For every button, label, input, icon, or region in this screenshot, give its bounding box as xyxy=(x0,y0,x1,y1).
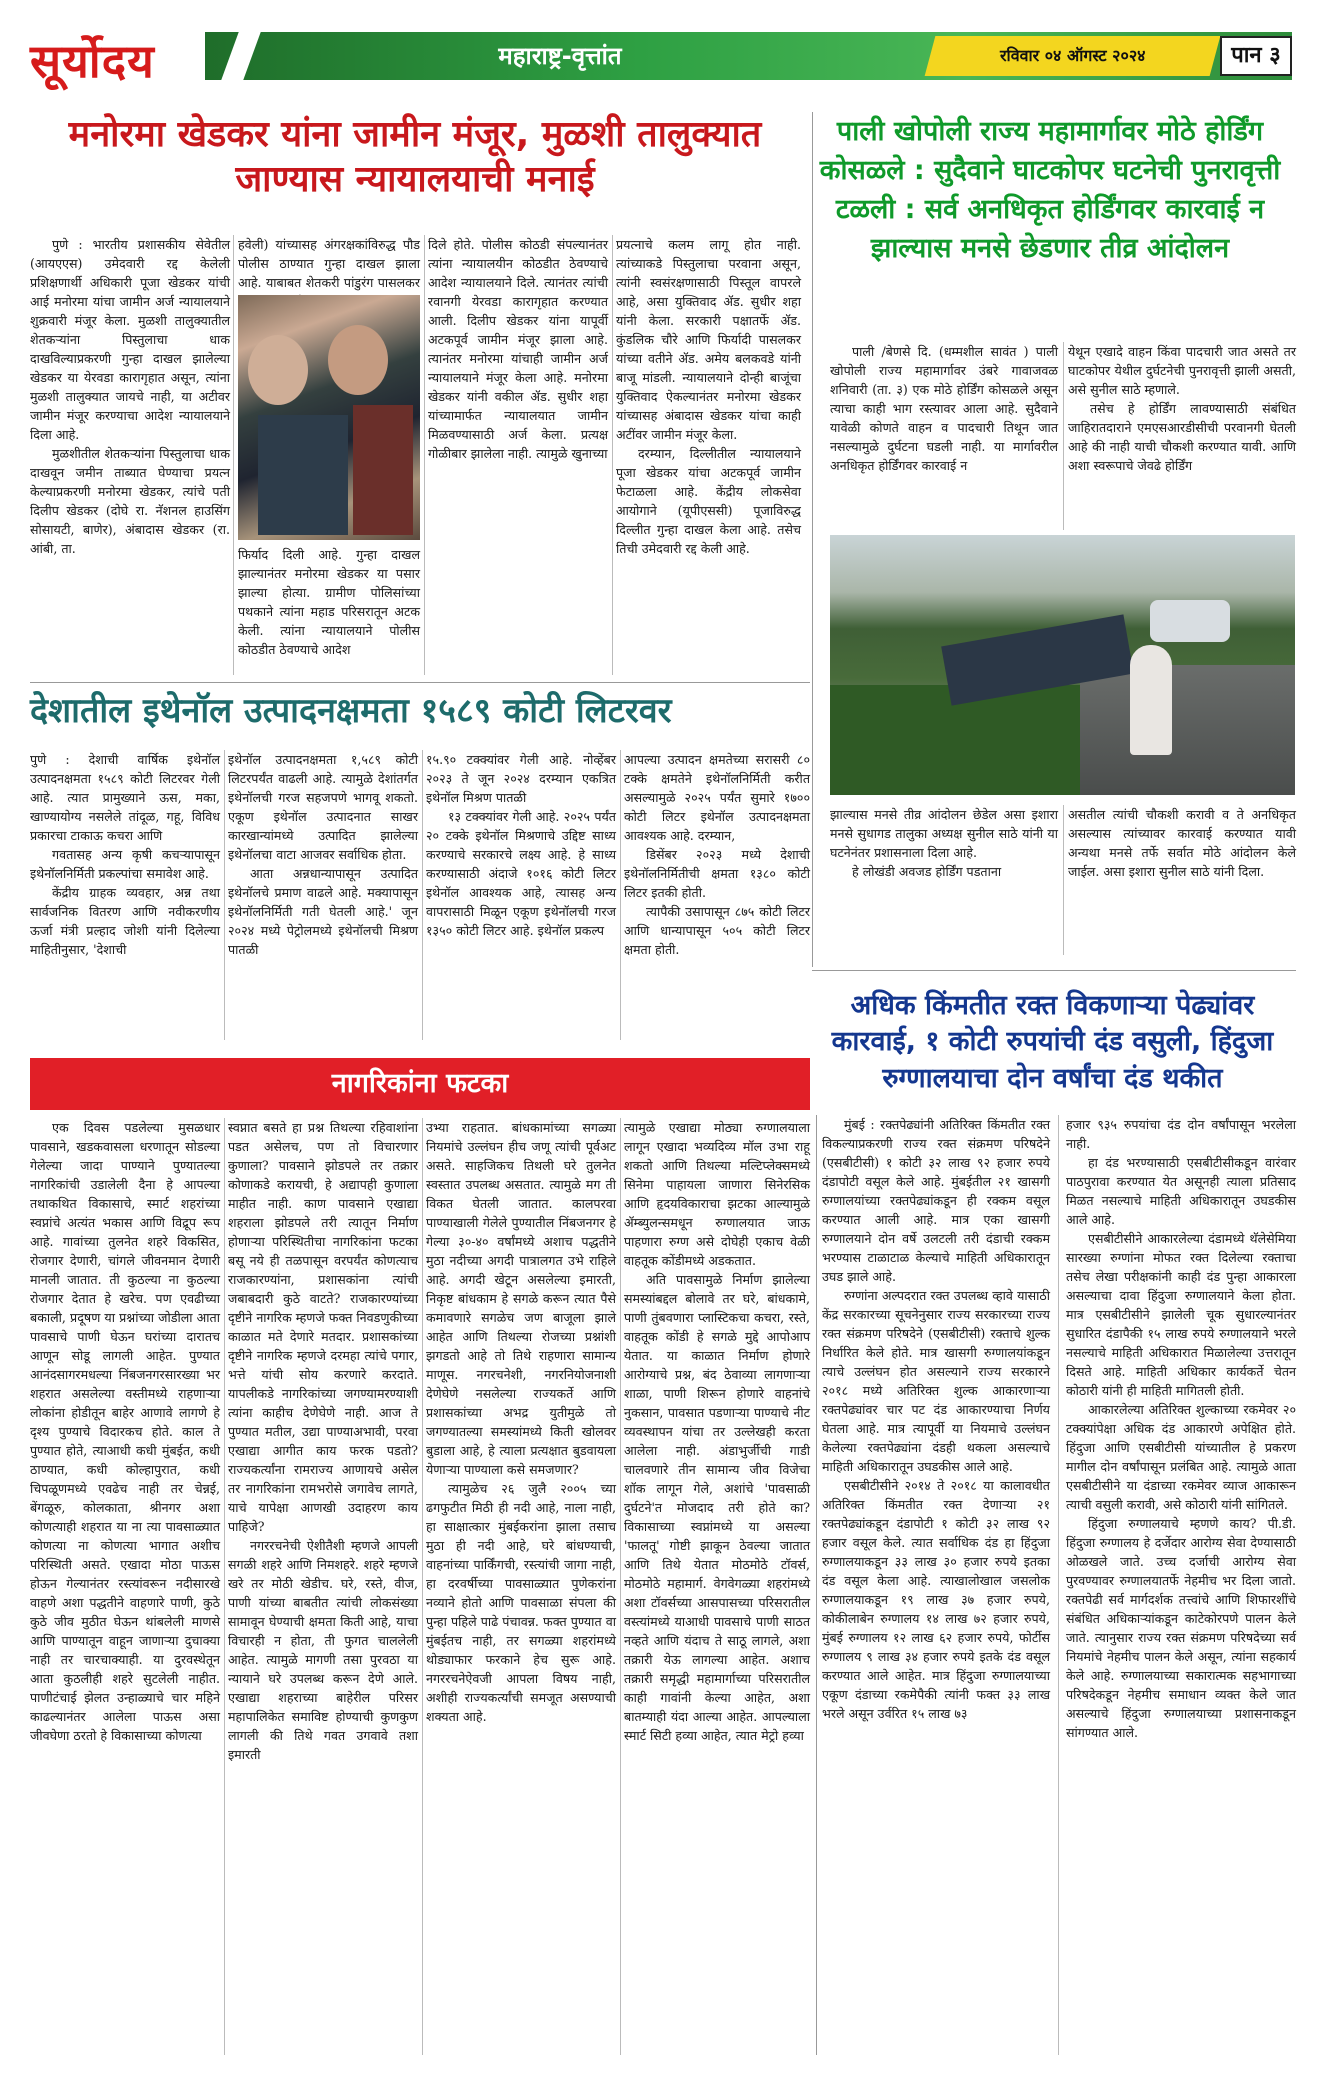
article1-para: दिले होते. पोलीस कोठडी संपल्यानंतर त्यांना न्यायालयीन कोठडीत ठेवण्याचे आदेश न्यायालयाने दिले. त्यानंतर त्यांची रवानगी येरवडा कारागृहात करण्यात आली. दिलीप खेडकर यांना यापूर्वी अटकपूर्व जामीन मंजूर झाला आहे. त्यानंतर मनोरमा यांचाही जामीन अर्ज न्यायालयाने मंजूर केला आहे. मनोरमा खेडकर यांनी वकील ॲड. सुधीर शहा यांच्यामार्फत न्यायालयात जामीन मिळवण्यासाठी अर्ज केला. प्रत्यक्ष गोळीबार झालेला नाही. त्यामुळे खुनाच्या xyxy=(428,237,608,461)
article3-para: केंद्रीय ग्राहक व्यवहार, अन्न तथा सार्वजनिक वितरण आणि नवीकरणीय ऊर्जा मंत्री प्रल्हाद जोशी यांनी दिलेल्या माहितीनुसार, 'देशाची xyxy=(30,885,220,957)
article2-col4 xyxy=(1068,805,1296,955)
article5-para: त्यामुळे एखाद्या मोठ्या रुग्णालयाला लागून एखादा भव्यदिव्य मॉल उभा राहू शकतो आणि तिथल्या मल्टिप्लेक्समध्ये सिनेमा पाहायला जाणारा सिनेरसिक आणि हृदयविकाराचा झटका आल्यामुळे ॲम्ब्युलन्समधून रुग्णालयात जाऊ पाहणारा रुग्ण असे दोघेही एकाच वेळी वाहतूक कोंडीमध्ये अडकतात. xyxy=(624,1120,810,1268)
article2-photo xyxy=(830,535,1295,795)
article5-para: नगररचनेची ऐशीतैशी म्हणजे आपली सगळी शहरे आणि निमशहरे. शहरे म्हणजे खरे तर मोठी खेडीच. घरे, रस्ते, वीज, पाणी यांच्या बाबतीत त्यांची लोकसंख्या सामावून घेण्याची क्षमता किती आहे, याचा विचारही न होता, ती फुगत चाललेली आहेत. त्यामुळे मागणी तसा पुरवठा या न्यायाने घरे उपलब्ध करून देणे आले. एखाद्या शहराच्या बाहेरील परिसर महापालिकेत समाविष्ट होण्याची कुणकुण लागली की तिथे गवत उगवावे तशा इमारती xyxy=(228,1538,418,1762)
article2-para: पाली /बेणसे दि. (धम्मशील सावंत ) पाली खोपोली राज्य महामार्गावर उंबरे गावाजवळ शनिवारी (ता. ३) एक मोठे होर्डिंग कोसळले असून त्याचा काही भाग रस्त्यावर आला आहे. सुदैवाने यावेळी कोणते वाहन व पादचारी तिथून जात नसल्यामुळे दुर्घटना घडली नाही. या मार्गावरील अनधिकृत होर्डिंगवर कारवाई न xyxy=(830,344,1058,473)
article5-para: अति पावसामुळे निर्माण झालेल्या समस्यांबद्दल बोलावे तर घरे, बांधकामे, पाणी तुंबवणारा प्लास्टिकचा कचरा, रस्ते, वाहतूक कोंडी हे सगळे मुद्दे आपोआप येतात. या काळात निर्माण होणारे आरोग्याचे प्रश्न, बंद ठेवाव्या लागणाऱ्या शाळा, पाणी शिरून होणारे वाहनांचे नुकसान, पावसात पडणाऱ्या पाण्याचे नीट व्यवस्थापन यांचा तर उल्लेखही करता आलेला नाही. अंडाभुर्जीची गाडी चालवणारे तीन सामान्य जीव विजेचा शॉक लागून गेले, अशांचे 'पावसाळी दुर्घटने'त मोजदाद तरी होते का? विकासाच्या स्वप्नांमध्ये या असल्या 'फालतू' गोष्टी झाकून ठेवल्या जातात आणि तिथे येतात मोठमोठे टॉवर्स, मोठमोठे महामार्ग. वेगवेगळ्या शहरांमध्ये अशा टॉवर्सच्या आसपासच्या परिसरातील वस्त्यांमध्ये याआधी पावसाचे पाणी साठत नव्हते आणि यंदाच ते साठू लागले, अशा तक्रारी येऊ लागल्या आहेत. अशाच तक्रारी समृद्धी महामार्गाच्या परिसरातील काही गावांनी केल्या आहेत, अशा बातम्याही यंदा आल्या आहेत. आपल्याला स्मार्ट सिटी हव्या आहेत, त्यात मेट्रो हव्या xyxy=(624,1272,810,1743)
article1-headline: मनोरमा खेडकर यांना जामीन मंजूर, मुळशी तालुक्यात जाण्यास न्यायालयाची मनाई xyxy=(68,114,762,200)
article2-col2 xyxy=(1068,342,1296,530)
article1-para: पुणे : भारतीय प्रशासकीय सेवेतील (आयएएस) उमेदवारी रद्द केलेली प्रशिक्षणार्थी अधिकारी पूजा खेडकर यांची आई मनोरमा यांचा जामीन अर्ज न्यायालयाने शुक्रवारी मंजूर केला. मुळशी तालुक्यातील शेतकऱ्यांना पिस्तुलाचा धाक दाखविल्याप्रकरणी गुन्हा दाखल झालेल्या खेडकर या येरवडा कारागृहात असून, त्यांना मुळशी तालुक्यात जायचे नाही, या अटीवर जामीन मंजूर करण्याचा आदेश न्यायालयाने दिला आहे. xyxy=(30,237,230,442)
article5-col2 xyxy=(228,1118,418,2055)
article1-col1 xyxy=(30,235,230,675)
article1-col3 xyxy=(428,235,608,675)
article4-para: आकारलेल्या अतिरिक्त शुल्काच्या रकमेवर २० टक्क्यांपेक्षा अधिक दंड आकारणे अपेक्षित होते. हिंदुजा आणि एसबीटीसी यांच्यातील हे प्रकरण मागील दोन वर्षांपासून प्रलंबित आहे. त्यामुळे आता एसबीटीसीने या दंडाच्या रकमेवर व्याज आकारून त्याची वसुली करावी, असे कोठारी यांनी सांगितले. xyxy=(1066,1402,1296,1512)
newspaper-logo: सूर्योदय xyxy=(30,34,155,88)
article3-para: त्यापैकी उसापासून ८७५ कोटी लिटर आणि धान्यापासून ५०५ कोटी लिटर क्षमता होती. xyxy=(624,904,810,957)
article4-para: रुग्णांना अल्पदरात रक्त उपलब्ध व्हावे यासाठी केंद्र सरकारच्या सूचनेनुसार राज्य सरकारच्या राज्य रक्त संक्रमण परिषदेने (एसबीटीसी) रक्ताचे शुल्क निर्धारित केले होते. मात्र खासगी रुग्णालयांकडून त्याचे उल्लंघन होत असल्याने राज्य सरकारने २०१८ मध्ये अतिरिक्त शुल्क आकारणाऱ्या रक्तपेढ्यांवर चार पट दंड आकारण्याचा निर्णय घेतला आहे. मात्र त्यापूर्वी या नियमाचे उल्लंघन केलेल्या रक्तपेढ्यांना दंडही थकला असल्याचे माहिती अधिकारातून उघडकीस आले आहे. xyxy=(822,1288,1050,1474)
page-number: पान ३ xyxy=(1220,36,1292,76)
article2-col1 xyxy=(830,342,1058,530)
article4-col1 xyxy=(822,1115,1050,2055)
article1-col2-top xyxy=(238,235,420,295)
article1-photo xyxy=(238,295,420,540)
article3-para: डिसेंबर २०२३ मध्ये देशाची इथेनॉलनिर्मितीची क्षमता १३८० कोटी लिटर इतकी होती. xyxy=(624,847,810,900)
article5-col4 xyxy=(624,1118,810,2055)
masthead xyxy=(30,26,1292,96)
article3-col2 xyxy=(228,750,418,1040)
article3-headline: देशातील इथेनॉल उत्पादनक्षमता १५८९ कोटी लिटरवर xyxy=(30,691,672,731)
article3-para: इथेनॉल उत्पादनक्षमता १,५८९ कोटी लिटरपर्यंत वाढली आहे. त्यामुळे देशांतर्गत इथेनॉलची गरज सहजपणे भागवू शकतो. एकूण इथेनॉल उत्पादनात साखर कारखान्यांमध्ये उत्पादित झालेल्या इथेनॉलचा वाटा आजवर सर्वाधिक होता. xyxy=(228,752,418,862)
article4-para: हजार ९३५ रुपयांचा दंड दोन वर्षांपासून भरलेला नाही. xyxy=(1066,1117,1296,1151)
article2-para: झाल्यास मनसे तीव्र आंदोलन छेडेल असा इशारा मनसे सुधागड तालुका अध्यक्ष सुनील साठे यांनी या घटनेनंतर प्रशासनाला दिला आहे. xyxy=(830,807,1058,860)
article5-col1 xyxy=(30,1118,220,2055)
issue-date-text: रविवार ०४ ऑगस्ट २०२४ xyxy=(999,46,1146,65)
article1-col2-bottom xyxy=(238,545,420,675)
article5-para: उभ्या राहतात. बांधकामांच्या सगळ्या नियमांचे उल्लंघन हीच जणू त्यांची पूर्वअट असते. साहजिकच तिथली घरे तुलनेत स्वस्तात उपलब्ध असतात. त्यामुळे मग ती विकत घेतली जातात. कालपरवा पाण्याखाली गेलेले पुण्यातील निंबजनगर हे गेल्या ३०-४० वर्षांमध्ये अशाच पद्धतीने मुठा नदीच्या अगदी पात्रालगत उभे राहिले आहे. अगदी खेटून असलेल्या इमारती, निकृष्ट बांधकाम हे सगळे करून त्यात पैसे कमावणारे सगळेच जण बाजूला झाले आहेत आणि तिथल्या रोजच्या प्रश्नांशी झगडतो आहे तो तिथे राहणारा सामान्य माणूस. नगरचनेशी, नगरनियोजनाशी देणेघेणे नसलेल्या राज्यकर्ते आणि प्रशासकांच्या अभद्र युतीमुळे तो जगण्यातल्या समस्यांमध्ये किती खोलवर बुडाला आहे, हे त्याला प्रत्यक्षात बुडवायला येणाऱ्या पाण्याला कसे समजणार? xyxy=(426,1120,616,1477)
article5-para: त्यामुळेच २६ जुलै २००५ च्या ढगफुटीत मिठी ही नदी आहे, नाला नाही, हा साक्षात्कार मुंबईकरांना झाला तसाच मुठा ही नदी आहे, घरे बांधण्याची, वाहनांच्या पार्किंगची, रस्त्यांची जागा नाही, हा दरवर्षीच्या पावसाळ्यात पुणेकरांना नव्याने होतो आणि पावसाळा संपला की पुन्हा पहिले पाढे पंचावन्न. फक्त पुण्यात वा मुंबईतच नाही, तर सगळ्या शहरांमध्ये थोड्याफार फरकाने हेच सुरू आहे. नगररचनेऐवजी आपला विषय नाही, अशीही राज्यकर्त्यांची समजूत असण्याची शक्यता आहे. xyxy=(426,1481,616,1724)
article2-col3 xyxy=(830,805,1058,955)
article4-para: एसबीटीसीने २०१४ ते २०१८ या कालावधीत अतिरिक्त किंमतीत रक्त देणाऱ्या २१ रक्तपेढ्यांकडून दंडापोटी १ कोटी ३२ लाख ९२ हजार वसूल केले. त्यात सर्वाधिक दंड हा हिंदुजा रुग्णालयाकडून ३३ लाख ३० हजार रुपये इतका दंड वसूल केला आहे. त्याखालोखाल जसलोक रुग्णालयाकडून १९ लाख ३७ हजार रुपये, कोकीलाबेन रुग्णालय १४ लाख ७२ हजार रुपये, मुंबई रुग्णालय १२ लाख ६२ हजार रुपये, फोर्टीस रुग्णालय ९ लाख ३४ हजार रुपये इतके दंड वसूल करण्यात आले आहेत. मात्र हिंदुजा रुग्णालयाच्या एकूण दंडाच्या रकमेपैकी त्यांनी फक्त ३३ लाख भरले असून उर्वरित १५ लाख ७३ xyxy=(822,1478,1050,1721)
article4-para: हिंदुजा रुग्णालयाचे म्हणणे काय? पी.डी. हिंदुजा रुग्णालय हे दर्जेदार आरोग्य सेवा देण्यासाठी ओळखले जाते. उच्च दर्जाची आरोग्य सेवा पुरवण्यावर रुग्णालयातर्फे नेहमीच भर दिला जातो. रक्तपेढी सर्व मार्गदर्शक तत्त्वांचे आणि शिफारशींचे संबंधित अधिकाऱ्यांकडून काटेकोरपणे पालन केले जाते. त्यानुसार राज्य रक्त संक्रमण परिषदेच्या सर्व नियमांचे नेहमीच पालन केले असून, त्यांना सहकार्य केले आहे. रुग्णालयाच्या सकारात्मक सहभागाच्या परिषदेकडून नेहमीच समाधान व्यक्त केले जात असल्याचे हिंदुजा रुग्णालयाच्या प्रशासनाकडून सांगण्यात आले. xyxy=(1066,1516,1296,1740)
issue-date xyxy=(925,36,1221,76)
article3-para: आपल्या उत्पादन क्षमतेच्या सरासरी ८० टक्के क्षमतेने इथेनॉलनिर्मिती करीत असल्यामुळे २०२५ पर्यंत सुमारे १७०० कोटी लिटर इथेनॉल उत्पादनक्षमता आवश्यक आहे. दरम्यान, xyxy=(624,752,810,843)
article1-para: प्रयत्नाचे कलम लागू होत नाही. त्यांच्याकडे पिस्तुलाचा परवाना असून, त्यांनी स्वसंरक्षणासाठी पिस्तूल वापरले आहे, असा युक्तिवाद ॲड. सुधीर शहा यांनी केला. सरकारी पक्षातर्फे ॲड. कुंडलिक चौरे आणि फिर्यादी पासलकर यांच्या वतीने ॲड. अमेय बलकवडे यांनी बाजू मांडली. न्यायालयाने दोन्ही बाजूंचा युक्तिवाद ऐकल्यानंतर मनोरमा खेडकर यांच्यासह अंबादास खेडकर यांचा काही अटींवर जामीन मंजूर केला. xyxy=(616,237,801,442)
article4-para: मुंबई : रक्तपेढ्यांनी अतिरिक्त किंमतीत रक्त विकल्याप्रकरणी राज्य रक्त संक्रमण परिषदेने (एसबीटीसी) १ कोटी ३२ लाख ९२ हजार रुपये दंडापोटी वसूल केले आहे. मुंबईतील २१ खासगी रुग्णालयांच्या रक्तपेढ्यांकडून ही रक्कम वसूल करण्यात आली आहे. मात्र एका खासगी रुग्णालयाने दोन वर्षे उलटली तरी दंडाची रक्कम भरण्यास टाळाटाळ केल्याचे माहिती अधिकारातून उघड झाले आहे. xyxy=(822,1117,1050,1284)
article5-para: एक दिवस पडलेल्या मुसळधार पावसाने, खडकवासला धरणातून सोडल्या गेलेल्या जादा पाण्याने पुण्यातल्या नागरिकांची उडालेली दैना हे आपल्या तथाकथित विकासाचे, स्मार्ट शहरांच्या स्वप्नांचे अत्यंत भकास आणि विद्रूप रूप आहे. गावांच्या तुलनेत शहरे विकसित, रोजगार देणारी, चांगले जीवनमान देणारी मानली जातात. ती कुठल्या ना कुठल्या रोजगार देतात हे खरेच. पण एवढीच्या बकाली, प्रदूषण या प्रश्नांच्या जोडीला आता पावसाचे पाणी घेऊन घरांच्या दारातच आणून सोडू लागली आहेत. पुण्यात आनंदसागरमधल्या निंबजनगरसारख्या भर शहरात असलेल्या वस्तीमध्ये राहणाऱ्या लोकांना होडीतून बाहेर आणावे लागणे हे दृश्य पुण्याचे विदारकच होते. काल ते पुण्यात होते, त्याआधी कधी मुंबईत, कधी ठाण्यात, कधी कोल्हापुरात, कधी चिपळूणमध्ये एवढेच नाही तर चेन्नई, बेंगळूरु, कोलकाता, श्रीनगर अशा कोणत्याही शहरात या ना त्या पावसाळ्यात कोणत्या ना कोणत्या भागात अशीच परिस्थिती असते. एखादा मोठा पाऊस होऊन गेल्यानंतर रस्त्यांवरून नदीसारखे वाहणे अशा पद्धतीने वाहणारे पाणी, कुठे कुठे जीव मुठीत घेऊन थांबलेली माणसे आणि पाण्यातून वाहून जाणाऱ्या दुचाक्या नाही तर चारचाक्याही. या दुरवस्थेतून आता कुठलीही शहरे सुटलेली नाहीत. पाणीटंचाई झेलत उन्हाळ्याचे चार महिने काढल्यानंतर आलेला पाऊस असा जीवघेणा ठरतो हे विकासाच्या कोणत्या xyxy=(30,1120,220,1743)
article3-para: १५.९० टक्क्यांवर गेली आहे. नोव्हेंबर २०२३ ते जून २०२४ दरम्यान एकत्रित इथेनॉल मिश्रण पातळी xyxy=(426,752,616,805)
article1-para: दरम्यान, दिल्लीतील न्यायालयाने पूजा खेडकर यांचा अटकपूर्व जामीन फेटाळला आहे. केंद्रीय लोकसेवा आयोगाने (यूपीएससी) पूजाविरुद्ध दिल्लीत गुन्हा दाखल केला आहे. तसेच तिची उमेदवारी रद्द केली आहे. xyxy=(616,446,801,556)
article1-col4 xyxy=(616,235,801,675)
article3-para: गवतासह अन्य कृषी कचऱ्यापासून इथेनॉलनिर्मिती प्रकल्पांचा समावेश आहे. xyxy=(30,847,220,881)
section-name: महाराष्ट्र-वृत्तांत xyxy=(498,42,622,70)
article5-para: स्वप्नात बसते हा प्रश्न तिथल्या रहिवाशांना पडत असेलच, पण तो विचारणार कुणाला? पावसाने झोडपले तर तक्रार कोणाकडे करायची, हे अद्यापही कुणाला माहीत नाही. काण पावसाने एखाद्या शहराला झोडपले तरी त्यातून निर्माण होणाऱ्या परिस्थितीचा नागरिकांना फटका बसू नये ही तळपासून वरपर्यंत कोणत्याच राजकारण्यांना, प्रशासकांना त्यांची जबाबदारी कुठे वाटते? राजकारण्यांच्या दृष्टीने नागरिक म्हणजे फक्त निवडणुकीच्या काळात मते देणारे मतदार. प्रशासकांच्या दृष्टीने नागरिक म्हणजे दरमहा त्यांचे पगार, भत्ते यांची सोय करणारे करदाते. यापलीकडे नागरिकांच्या जगण्यामरण्याशी त्यांना काहीच देणेघेणे नाही. आज ते पुण्यात मतील, उद्या पाण्याअभावी, परवा एखाद्या आगीत काय फरक पडतो? राज्यकर्त्यांना रामराज्य आणायचे असेल तर नागरिकांना रामभरोसे जगावेच लागते, याचे यापेक्षा आणखी उदाहरण काय पाहिजे? xyxy=(228,1120,418,1534)
article3-para: आता अन्नधान्यापासून उत्पादित इथेनॉलचे प्रमाण वाढले आहे. मक्यापासून इथेनॉलनिर्मिती गती घेतली आहे.' जून २०२४ मध्ये पेट्रोलमध्ये इथेनॉलची मिश्रण पातळी xyxy=(228,866,418,957)
article2-para: तसेच हे होर्डिंग लावण्यासाठी संबंधित जाहिरातदाराने एमएसआरडीसीची परवानगी घेतली आहे की नाही याची चौकशी करण्यात यावी. आणि अशा स्वरूपाचे जेवढे होर्डिंग xyxy=(1068,401,1296,473)
article2-para: येथून एखादे वाहन किंवा पादचारी जात असते तर घाटकोपर येथील दुर्घटनेची पुनरावृत्ती झाली असती, असे सुनील साठे म्हणाले. xyxy=(1068,344,1296,397)
article1-para: फिर्याद दिली आहे. गुन्हा दाखल झाल्यानंतर मनोरमा खेडकर या पसार झाल्या होत्या. ग्रामीण पोलिसांच्या पथकाने त्यांना महाड परिसरातून अटक केली. त्यांना न्यायालयाने पोलीस कोठडीत ठेवण्याचे आदेश xyxy=(238,547,420,657)
article4-headline: अधिक किंमतीत रक्त विकणाऱ्या पेढ्यांवर कारवाई, १ कोटी रुपयांची दंड वसुली, हिंदुजा रुग्णालयाचा दोन वर्षांचा दंड थकीत xyxy=(831,990,1274,1094)
article2-headline: पाली खोपोली राज्य महामार्गावर मोठे होर्डिंग कोसळले : सुदैवाने घाटकोपर घटनेची पुनरावृत्ती टळली : सर्व अनधिकृत होर्डिंगवर कारवाई न झाल्यास मनसे छेडणार तीव्र आंदोलन xyxy=(819,116,1281,265)
article3-col1 xyxy=(30,750,220,1040)
article5-headline-box xyxy=(30,1058,810,1110)
article3-col3 xyxy=(426,750,616,1040)
article4-col2 xyxy=(1066,1115,1296,2055)
article4-para: एसबीटीसीने आकारलेल्या दंडामध्ये थॅलेसेमिया सारख्या रुग्णांना मोफत रक्त दिलेल्या रक्ताचा तसेच लेखा परीक्षकांनी काही दंड पुन्हा आकारला असल्याचा दावा हिंदुजा रुग्णालयाने केला होता. मात्र एसबीटीसीने झालेली चूक सुधारल्यानंतर सुधारित दंडापैकी १५ लाख रुपये रुग्णालयाने भरले नसल्याचे माहिती अधिकारात मिळालेल्या उत्तरातून दिसते आहे. माहिती अधिकार कार्यकर्ते चेतन कोठारी यांनी ही माहिती मागितली होती. xyxy=(1066,1231,1296,1398)
article5-col3 xyxy=(426,1118,616,2055)
article1-para: हवेली) यांच्यासह अंगरक्षकांविरुद्ध पौड पोलीस ठाण्यात गुन्हा दाखल झाला आहे. याबाबत शेतकरी पांडुरंग पासलकर xyxy=(238,237,420,290)
article3-col4 xyxy=(624,750,810,1040)
article1-para: मुळशीतील शेतकऱ्यांना पिस्तुलाचा धाक दाखवून जमीन ताब्यात घेण्याचा प्रयत्न केल्याप्रकरणी मनोरमा खेडकर, त्यांचे पती दिलीप खेडकर (दोघे रा. नॅशनल हाउसिंग सोसायटी, बाणेर), अंबादास खेडकर (रा. आंबी, ता. xyxy=(30,446,230,556)
article3-para: १३ टक्क्यांवर गेली आहे. २०२५ पर्यंत २० टक्के इथेनॉल मिश्रणाचे उद्दिष्ट साध्य करण्याचे सरकारचे लक्ष्य आहे. हे साध्य करण्यासाठी अंदाजे १०१६ कोटी लिटर इथेनॉल आवश्यक आहे, त्यासह अन्य वापरासाठी मिळून एकूण इथेनॉलची गरज १३५० कोटी लिटर आहे. इथेनॉल प्रकल्प xyxy=(426,809,616,938)
article5-headline: नागरिकांना फटका xyxy=(331,1068,509,1099)
article3-para: पुणे : देशाची वार्षिक इथेनॉल उत्पादनक्षमता १५८९ कोटी लिटरवर गेली आहे. त्यात प्रामुख्याने ऊस, मका, खाण्यायोग्य नसलेले तांदूळ, गहू, विविध प्रकारचा टाकाऊ कचरा आणि xyxy=(30,752,220,843)
article4-para: हा दंड भरण्यासाठी एसबीटीसीकडून वारंवार पाठपुरावा करण्यात येत असूनही त्याला प्रतिसाद मिळत नसल्याचे माहिती अधिकारातून उघडकीस आले आहे. xyxy=(1066,1155,1296,1227)
article2-para: असतील त्यांची चौकशी करावी व ते अनधिकृत असल्यास त्यांच्यावर कारवाई करण्यात यावी अन्यथा मनसे तर्फे सर्वात मोठे आंदोलन केले जाईल. असा इशारा सुनील साठे यांनी दिला. xyxy=(1068,807,1296,879)
article2-para: हे लोखंडी अवजड होर्डिंग पडताना xyxy=(852,864,1002,879)
